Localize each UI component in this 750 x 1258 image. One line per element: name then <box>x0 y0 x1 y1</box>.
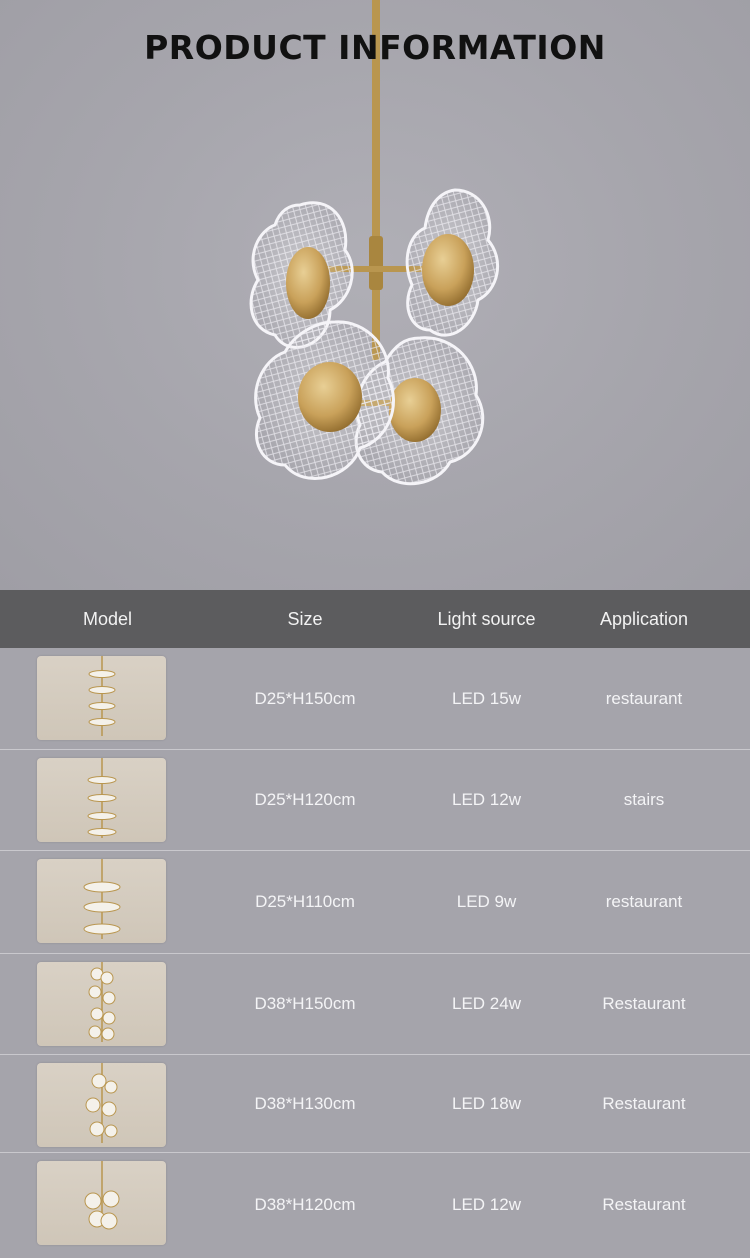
column-header-model: Model <box>82 609 133 629</box>
size-cell: D25*H150cm <box>254 688 356 708</box>
application-cell: Restaurant <box>602 1093 686 1113</box>
column-header-application: Application <box>599 609 689 629</box>
spec-table-body <box>0 648 750 1257</box>
application-cell: Restaurant <box>602 1195 686 1214</box>
light-source-cell: LED 15w <box>452 688 521 708</box>
application-cell: stairs <box>623 790 665 809</box>
light-source-cell: LED 12w <box>452 1195 521 1214</box>
model-thumbnail <box>37 962 166 1046</box>
hero-section <box>0 0 750 590</box>
table-row <box>0 1055 750 1153</box>
spec-table-header <box>0 590 750 648</box>
size-cell: D38*H150cm <box>254 994 356 1013</box>
model-thumbnail <box>37 1161 166 1245</box>
column-header-size: Size <box>287 609 323 629</box>
light-source-cell: LED 24w <box>452 994 521 1013</box>
table-row <box>0 1153 750 1257</box>
light-source-cell: LED 9w <box>456 892 517 911</box>
application-cell: restaurant <box>605 688 683 708</box>
light-source-cell: LED 12w <box>452 790 521 809</box>
page-title: PRODUCT INFORMATION <box>144 28 606 67</box>
light-source-cell: LED 18w <box>452 1093 521 1113</box>
size-cell: D25*H110cm <box>255 892 355 911</box>
size-cell: D38*H130cm <box>254 1093 356 1113</box>
column-header-light-source: Light source <box>437 609 536 629</box>
table-row <box>0 750 750 851</box>
pendant-lamp-illustration <box>0 0 750 590</box>
model-thumbnail <box>37 758 166 842</box>
model-thumbnail <box>37 859 166 943</box>
table-row <box>0 648 750 750</box>
table-row <box>0 851 750 954</box>
size-cell: D25*H120cm <box>254 790 356 809</box>
size-cell: D38*H120cm <box>254 1195 356 1214</box>
model-thumbnail <box>37 1063 166 1147</box>
model-thumbnail <box>37 656 166 740</box>
application-cell: restaurant <box>605 892 683 911</box>
application-cell: Restaurant <box>602 994 686 1013</box>
table-row <box>0 954 750 1055</box>
